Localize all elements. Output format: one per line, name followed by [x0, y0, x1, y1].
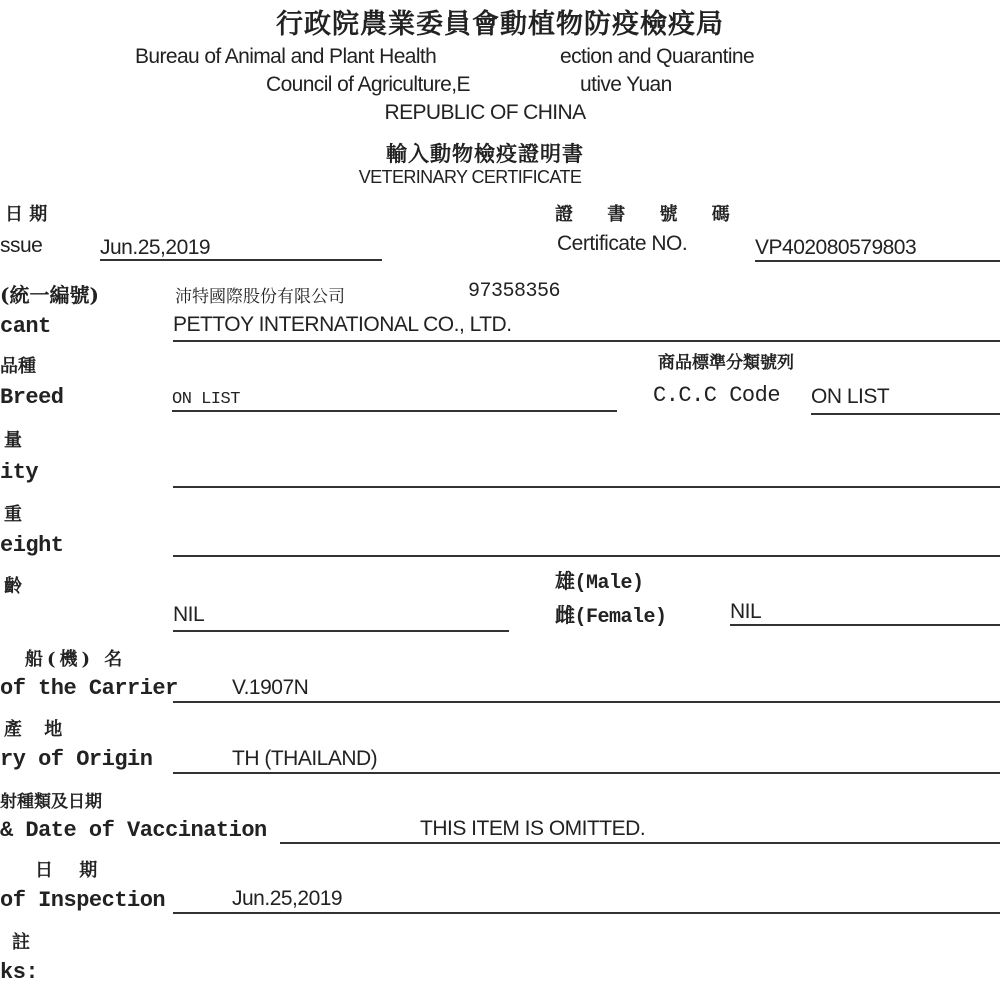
inspection-date-label-cn: 日 期 [35, 860, 108, 881]
sex-value: NIL [730, 600, 762, 623]
certificate-title-cn: 輸入動物檢疫證明書 [386, 141, 584, 166]
issue-date-label: ssue [0, 234, 43, 257]
carrier-underline [173, 701, 1000, 703]
breed-label-cn: 品種 [0, 356, 36, 377]
breed-value: ON LIST [172, 390, 240, 409]
quantity-underline [173, 486, 1000, 488]
applicant-id-value: 97358356 [468, 280, 561, 303]
quantity-label: ity [0, 460, 39, 485]
applicant-id-label-cn: (統一編號) [0, 283, 99, 307]
breed-label: Breed [0, 385, 64, 410]
certificate-no-label: Certificate NO. [557, 232, 688, 255]
country-name: REPUBLIC OF CHINA [384, 101, 586, 124]
applicant-name-cn: 沛特國際股份有限公司 [175, 287, 345, 307]
origin-label-cn: 產 地 [4, 719, 71, 740]
quantity-label-cn: 量 [4, 430, 22, 451]
certificate-no-label-cn: 證 書 號 碼 [555, 204, 744, 225]
issue-date-value: Jun.25,2019 [100, 236, 211, 259]
issue-date-label-cn: 日 期 [5, 204, 48, 225]
applicant-value: PETTOY INTERNATIONAL CO., LTD. [173, 313, 512, 336]
carrier-label: of the Carrier [0, 676, 178, 701]
ccc-code-label-cn: 商品標準分類號列 [658, 353, 794, 373]
sex-underline [730, 624, 1000, 626]
ccc-code-underline [811, 413, 1000, 415]
certificate-no-value: VP402080579803 [755, 236, 917, 259]
applicant-underline [173, 340, 1000, 342]
vaccination-underline [280, 842, 1000, 844]
ccc-code-value: ON LIST [811, 385, 890, 408]
remarks-label-cn: 註 [12, 932, 30, 953]
weight-label: eight [0, 533, 64, 558]
agency-name-cn: 行政院農業委員會動植物防疫檢疫局 [276, 9, 724, 40]
inspection-date-label: of Inspection [0, 888, 166, 913]
remarks-label: ks: [0, 960, 39, 985]
weight-label-cn: 重 [4, 504, 22, 525]
vaccination-value: THIS ITEM IS OMITTED. [420, 817, 646, 840]
origin-underline [173, 772, 1000, 774]
weight-underline [173, 555, 1000, 557]
female-label: 雌(Female) [555, 606, 667, 629]
agency-name-en-part1: Bureau of Animal and Plant Health [135, 45, 437, 68]
age-underline [173, 630, 509, 632]
carrier-value: V.1907N [232, 676, 309, 699]
applicant-label: cant [0, 314, 51, 339]
certificate-title-en: VETERINARY CERTIFICATE [358, 167, 582, 187]
age-value: NIL [173, 603, 205, 626]
certificate-no-underline [755, 260, 1000, 262]
inspection-date-underline [173, 912, 1000, 914]
ccc-code-label: C.C.C Code [653, 383, 781, 408]
council-name-part1: Council of Agriculture,E [266, 73, 470, 96]
issue-date-underline [100, 259, 382, 261]
council-name-part2: utive Yuan [580, 73, 672, 96]
inspection-date-value: Jun.25,2019 [232, 887, 343, 910]
carrier-label-cn: 船(機) 名 [25, 649, 127, 670]
origin-value: TH (THAILAND) [232, 747, 378, 770]
origin-label: ry of Origin [0, 747, 153, 772]
vaccination-label-cn: 射種類及日期 [0, 792, 102, 812]
male-label: 雄(Male) [555, 572, 644, 595]
breed-underline [172, 410, 617, 412]
agency-name-en-part2: ection and Quarantine [560, 45, 755, 68]
vaccination-label: & Date of Vaccination [0, 818, 267, 843]
age-label-cn: 齡 [4, 576, 22, 597]
